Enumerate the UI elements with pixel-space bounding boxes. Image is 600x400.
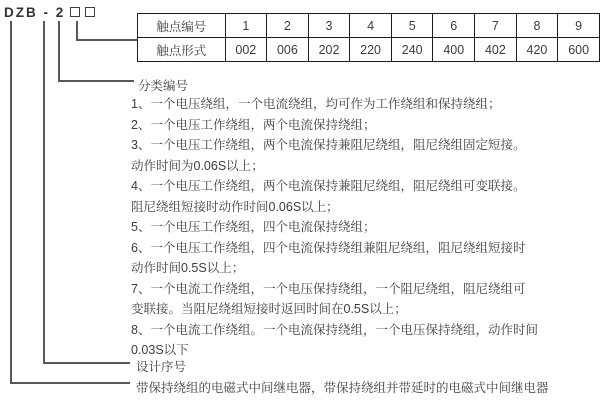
contact-number-cell: 7 bbox=[475, 14, 517, 38]
classification-line: 3、一个电压工作绕组，两个电流保持兼阻尼绕组，阻尼绕组固定短接。 bbox=[131, 138, 526, 152]
contact-number-cell: 5 bbox=[391, 14, 433, 38]
design-serial-label: 设计序号 bbox=[136, 360, 187, 374]
classification-line: 0.03S以下 bbox=[131, 343, 189, 357]
contact-form-cell: 006 bbox=[267, 38, 309, 62]
contact-form-row-label: 触点形式 bbox=[138, 38, 226, 62]
contact-number-cell: 1 bbox=[225, 14, 267, 38]
connector-line-design-serial bbox=[43, 21, 45, 364]
classification-line: 1、一个电压绕组，一个电流绕组，均可作为工作绕组和保持绕组； bbox=[131, 97, 501, 111]
contact-number-cell: 2 bbox=[267, 14, 309, 38]
connector-line-contact bbox=[76, 21, 78, 41]
connector-line-type bbox=[10, 21, 12, 384]
model-code bbox=[4, 4, 95, 20]
connector-line-classification bbox=[58, 21, 60, 82]
contact-number-cell: 4 bbox=[350, 14, 392, 38]
classification-line: 5、一个电压工作绕组，四个电流保持绕组； bbox=[131, 220, 376, 234]
classification-line: 2、一个电压工作绕组，两个电流保持绕组； bbox=[131, 117, 376, 132]
classification-line: 6、一个电压工作绕组，四个电流保持绕组兼阻尼绕组，阻尼绕组短接时 bbox=[131, 240, 526, 255]
contact-form-cell: 202 bbox=[308, 38, 350, 62]
contact-number-cell: 6 bbox=[433, 14, 475, 38]
classification-line: 阻尼绕组短接时动作时间0.06S以上； bbox=[131, 199, 339, 214]
contact-number-row bbox=[138, 14, 600, 38]
model-code-text: DZB - 2 bbox=[4, 4, 66, 20]
classification-label: 分类编号 bbox=[138, 79, 189, 93]
contact-form-cell: 002 bbox=[225, 38, 267, 62]
relay-type-description: 带保持绕组的电磁式中间继电器，带保持绕组并带延时的电磁式中间继电器 bbox=[136, 381, 549, 395]
contact-number-cell: 3 bbox=[308, 14, 350, 38]
contact-number-cell: 8 bbox=[516, 14, 558, 38]
classification-line: 动作时间0.5S以上； bbox=[131, 261, 245, 275]
connector-line-design-serial bbox=[43, 362, 130, 364]
connector-line-type bbox=[10, 382, 130, 384]
placeholder-box-icon bbox=[70, 7, 80, 17]
classification-line: 8、一个电流工作绕组。一个电流保持绕组，一个电压保持绕组，动作时间 bbox=[131, 322, 538, 337]
contact-form-cell: 402 bbox=[475, 38, 517, 62]
classification-line: 动作时间为0.06S以上； bbox=[131, 158, 264, 173]
contact-number-cell: 9 bbox=[558, 14, 600, 38]
connector-line-classification bbox=[58, 80, 134, 82]
classification-line: 变联接。当阻尼绕组短接时返回时间在0.5S以上； bbox=[131, 302, 407, 316]
classification-line: 7、一个电流工作绕组，一个电压保持绕组，一个阻尼绕组，阻尼绕组可 bbox=[131, 281, 526, 296]
contact-form-cell: 220 bbox=[350, 38, 392, 62]
connector-line-contact bbox=[76, 39, 137, 41]
contact-form-cell: 600 bbox=[558, 38, 600, 62]
contact-table bbox=[137, 13, 600, 62]
contact-form-cell: 420 bbox=[516, 38, 558, 62]
contact-form-cell: 240 bbox=[391, 38, 433, 62]
classification-line: 4、一个电压工作绕组，两个电流保持兼阻尼绕组，阻尼绕组可变联接。 bbox=[131, 179, 526, 193]
classification-list bbox=[131, 94, 538, 361]
placeholder-box-icon bbox=[85, 7, 95, 17]
contact-number-row-label: 触点编号 bbox=[138, 14, 226, 38]
contact-form-row bbox=[138, 38, 600, 62]
contact-form-cell: 400 bbox=[433, 38, 475, 62]
